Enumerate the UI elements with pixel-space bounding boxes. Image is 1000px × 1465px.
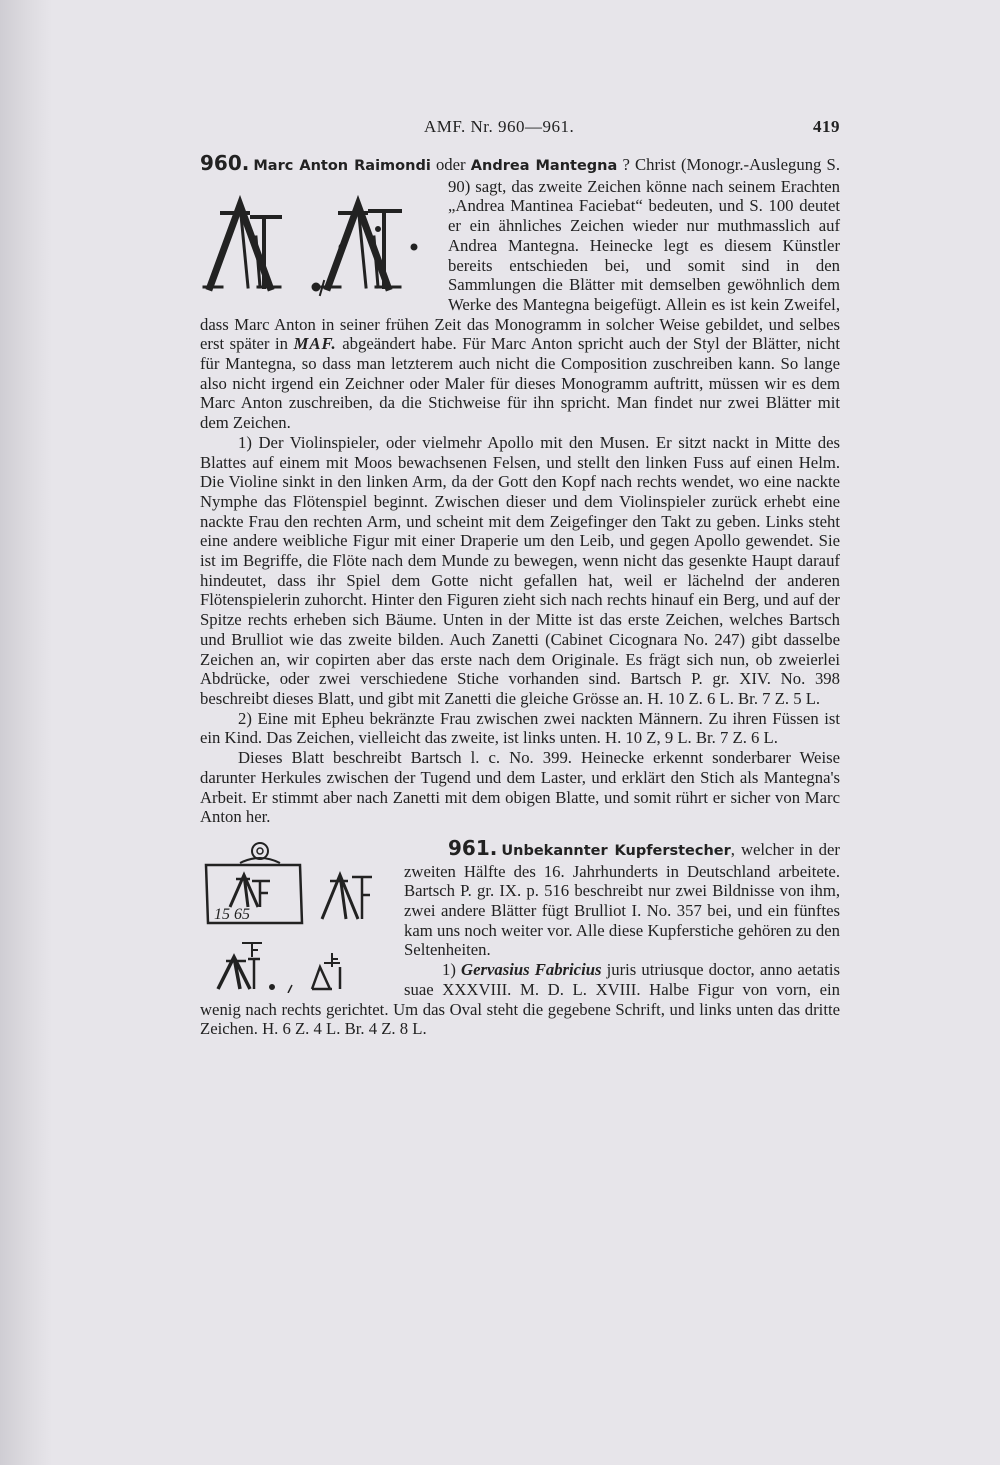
binding-shadow xyxy=(0,0,52,1465)
running-header xyxy=(200,117,840,141)
entry-960-note: Dieses Blatt beschreibt Bartsch l. c. No. 399. Heinecke erkennt sonderbarer Weise darunter Herkules zwischen der Tugend und dem Laster, und erklärt den Stich als Mantegna's Arbeit. Er stimmt aber nach Zanetti mit dem obigen Blatte, und somit rührt er sicher von Marc Anton her. xyxy=(200,748,840,827)
plate-year: 15 65 xyxy=(214,905,250,923)
page-number: 419 xyxy=(813,117,840,136)
entry-961-number: 961. xyxy=(448,835,498,860)
entry-961-intro xyxy=(200,835,840,960)
entry-961-intro-text: , welcher in der zweiten Hälfte des 16. Jahrhunderts in Deutschland arbeitete. Bartsch P. gr. IX. p. 516 beschreibt nur zwei Bildnisse von ihm, zwei andere Blätter fügt Brulliot I. No. 357 bei, und ein fünftes kam uns noch weiter vor. Alle diese Kupferstiche gehören zu den Seltenheiten. xyxy=(404,839,840,960)
plate-monogram-icon xyxy=(200,841,400,993)
entry-960-intro xyxy=(200,151,841,433)
monogram-figure-960 xyxy=(200,177,440,301)
entry-961-item-1-name: Gervasius Fabricius xyxy=(461,960,602,980)
monogram-figure-961 xyxy=(200,841,400,993)
header-title: AMF. Nr. 960—961. xyxy=(424,117,575,136)
entry-960-intro-text: Christ (Monogr.-Auslegung S. 90) sagt, das zweite Zeichen könne nach seinem Erachten „Andrea Mantinea Faciebat“ bedeuten, und S. 100 deutet er ein ähnliches Zeichen wieder nur muthmasslich auf Andrea Mantegna. Heinecke legt es diesem Künstler bereits entschieden bei, und somit sind in den Sammlungen die Blätter mit demselben gewöhnlich dem Werke des Mantegna beigefügt. Allein es ist kein Zweifel, dass Marc Anton in seiner frühen Zeit das Monogramm in solcher Weise gebildet, und selbes erst später in xyxy=(200,155,841,354)
entry-960-item-1: 1) Der Violinspieler, oder vielmehr Apollo mit den Musen. Er sitzt nackt in Mitte des Blattes auf einem mit Moos bewachsenen Felsen, und stellt den linken Fuss auf einen Helm. Die Violine sinkt in den linken Arm, da der Gott den Kopf nach rechts wendet, wo eine nackte Nymphe das Flötenspiel beginnt. Zwischen dieser und dem Violinspieler zurück erhebt eine nackte Frau den rechten Arm, und scheint mit dem Zeigefinger den Takt zu geben. Links steht eine andere weibliche Figur mit einer Draperie um den Leib, und gegen Apollo gewendet. Sie ist im Begriffe, die Flöte nach dem Munde zu bewegen, wenn nicht das gesenkte Haupt darauf hindeutet, dass ihr Spiel dem Gotte nicht gefallen hat, weil er lächelnd der anderen Flötenspielerin zuhorcht. Hinter den Figuren zieht sich nach rechts hinauf ein Berg, und auf der Spitze rechts erheben sich Bäume. Unten in der Mitte ist das erste Zeichen, welches Bartsch und Brulliot wie das zweite bilden. Auch Zanetti (Cabinet Cicognara No. 247) gibt dasselbe Zeichen an, wir copirten aber das erste nach dem Originale. Es frägt sich nun, ob zweierlei Abdrücke, oder zwei verschiedene Stiche vorhanden sind. Bartsch P. gr. XIV. No. 398 beschreibt dieses Blatt, und gibt mit Zanetti die gleiche Grösse an. H. 10 Z. 6 L. Br. 7 Z. 5 L. xyxy=(200,432,840,708)
entry-960-heading-2: Andrea Mantegna xyxy=(470,158,618,174)
entry-960 xyxy=(200,151,841,827)
entry-960-heading-1: Marc Anton Raimondi xyxy=(253,158,431,174)
entry-961-heading: Unbekannter Kupferstecher xyxy=(501,842,731,859)
entry-960-number: 960. xyxy=(200,151,250,175)
entry-960-item-2: 2) Eine mit Epheu bekränzte Frau zwischen zwei nackten Männern. Zu ihren Füssen ist ein Kind. Das Zeichen, vielleicht das zweite, ist links unten. H. 10 Z, 9 L. Br. 7 Z. 6 L. xyxy=(200,708,840,748)
entry-961-item-1-number: 1) xyxy=(442,960,456,980)
entry-960-heading-join: oder xyxy=(430,155,471,174)
entry-961 xyxy=(200,835,840,1039)
entry-960-intro-end: abgeändert habe. Für Marc Anton spricht auch der Styl der Blätter, nicht für Mantegna, so dass man letzterem auch nicht die Composition zuschreiben kann. So lange also nicht irgend ein Zeichner oder Maler für dieses Monogramm auftritt, müssen wir es dem Marc Anton zuschreiben, da die Stichweise für ihn spricht. Man findet nur zwei Blätter mit dem Zeichen. xyxy=(200,334,840,433)
page-body xyxy=(200,151,841,1039)
entry-960-heading-mark: ? xyxy=(617,155,636,174)
monogram-amf-icon xyxy=(200,177,440,301)
entry-961-item-1-text: juris utriusque doctor, anno aetatis suae XXXVIII. M. D. L. XVIII. Halbe Figur von vorn, ein wenig nach rechts gerichtet. Um das Oval steht die gegebene Schrift, und links unten das dritte Zeichen. H. 6 Z. 4 L. Br. 4 Z. 8 L. xyxy=(200,960,840,1039)
maf-monogram-text: MAF. xyxy=(293,334,337,354)
